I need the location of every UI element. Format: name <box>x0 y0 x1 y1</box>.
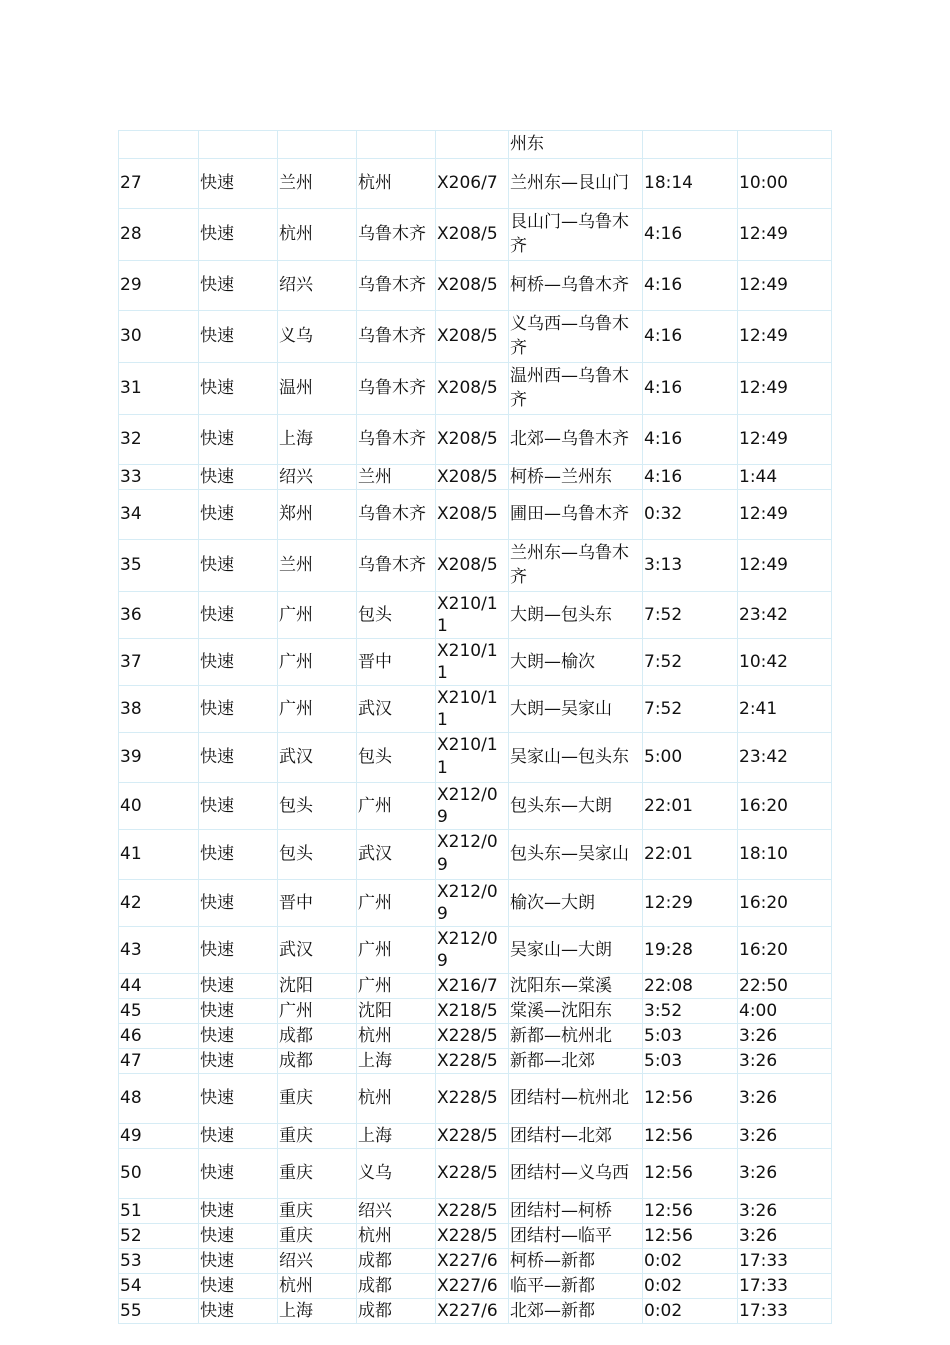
cell-train: X206/7 <box>436 159 509 209</box>
cell-arr: 18:10 <box>738 830 832 880</box>
cell-arr: 1:44 <box>738 465 832 490</box>
cell-from: 重庆 <box>278 1199 357 1224</box>
cell-no: 29 <box>119 261 199 311</box>
cell-type: 快速 <box>199 686 278 733</box>
cell-from: 温州 <box>278 363 357 415</box>
table-row <box>119 830 832 880</box>
cell-no: 44 <box>119 974 199 999</box>
cell-type: 快速 <box>199 159 278 209</box>
cell-dep: 22:01 <box>643 830 738 880</box>
cell-no: 47 <box>119 1049 199 1074</box>
cell-from <box>278 131 357 159</box>
cell-from: 广州 <box>278 639 357 686</box>
cell-dep: 0:02 <box>643 1299 738 1324</box>
cell-route: 州东 <box>509 131 643 159</box>
cell-route: 温州西—乌鲁木齐 <box>509 363 643 415</box>
cell-to: 乌鲁木齐 <box>357 209 436 261</box>
table-row <box>119 880 832 927</box>
cell-type: 快速 <box>199 592 278 639</box>
cell-no: 39 <box>119 733 199 783</box>
cell-from: 兰州 <box>278 540 357 592</box>
cell-arr: 17:33 <box>738 1249 832 1274</box>
cell-no: 48 <box>119 1074 199 1124</box>
cell-dep: 7:52 <box>643 592 738 639</box>
table-row <box>119 927 832 974</box>
table-row <box>119 363 832 415</box>
cell-type: 快速 <box>199 783 278 830</box>
cell-type: 快速 <box>199 733 278 783</box>
cell-to: 杭州 <box>357 159 436 209</box>
cell-to: 乌鲁木齐 <box>357 311 436 363</box>
cell-arr: 10:42 <box>738 639 832 686</box>
cell-dep: 4:16 <box>643 415 738 465</box>
cell-arr: 22:50 <box>738 974 832 999</box>
cell-dep: 4:16 <box>643 465 738 490</box>
cell-dep: 5:03 <box>643 1024 738 1049</box>
cell-to: 义乌 <box>357 1149 436 1199</box>
cell-dep: 5:03 <box>643 1049 738 1074</box>
table-row <box>119 1299 832 1324</box>
cell-route: 义乌西—乌鲁木齐 <box>509 311 643 363</box>
cell-type <box>199 131 278 159</box>
cell-route: 团结村—义乌西 <box>509 1149 643 1199</box>
cell-arr: 3:26 <box>738 1224 832 1249</box>
cell-train: X227/6 <box>436 1274 509 1299</box>
cell-dep: 0:02 <box>643 1249 738 1274</box>
cell-route: 榆次—大朗 <box>509 880 643 927</box>
cell-type: 快速 <box>199 880 278 927</box>
train-schedule-sheet <box>118 130 831 1324</box>
cell-no: 42 <box>119 880 199 927</box>
cell-train: X212/09 <box>436 880 509 927</box>
cell-from: 郑州 <box>278 490 357 540</box>
table-row <box>119 1124 832 1149</box>
cell-to: 包头 <box>357 592 436 639</box>
cell-route: 包头东—吴家山 <box>509 830 643 880</box>
cell-train: X210/11 <box>436 639 509 686</box>
cell-route: 沈阳东—棠溪 <box>509 974 643 999</box>
cell-no: 32 <box>119 415 199 465</box>
cell-train: X208/5 <box>436 363 509 415</box>
cell-type: 快速 <box>199 639 278 686</box>
cell-type: 快速 <box>199 415 278 465</box>
cell-dep: 0:02 <box>643 1274 738 1299</box>
table-row <box>119 490 832 540</box>
cell-train: X210/11 <box>436 686 509 733</box>
cell-train: X212/09 <box>436 830 509 880</box>
cell-to: 广州 <box>357 880 436 927</box>
cell-arr: 2:41 <box>738 686 832 733</box>
cell-dep: 3:13 <box>643 540 738 592</box>
cell-route: 大朗—包头东 <box>509 592 643 639</box>
cell-arr: 12:49 <box>738 415 832 465</box>
cell-route: 圃田—乌鲁木齐 <box>509 490 643 540</box>
cell-train: X208/5 <box>436 261 509 311</box>
cell-no: 52 <box>119 1224 199 1249</box>
cell-type: 快速 <box>199 490 278 540</box>
cell-train: X210/11 <box>436 733 509 783</box>
table-row <box>119 1074 832 1124</box>
table-row <box>119 974 832 999</box>
cell-no: 55 <box>119 1299 199 1324</box>
cell-from: 广州 <box>278 686 357 733</box>
cell-from: 兰州 <box>278 159 357 209</box>
cell-to: 乌鲁木齐 <box>357 261 436 311</box>
cell-type: 快速 <box>199 363 278 415</box>
cell-no: 50 <box>119 1149 199 1199</box>
cell-arr: 10:00 <box>738 159 832 209</box>
cell-from: 成都 <box>278 1049 357 1074</box>
cell-to: 兰州 <box>357 465 436 490</box>
cell-no <box>119 131 199 159</box>
cell-dep: 7:52 <box>643 639 738 686</box>
table-row <box>119 1249 832 1274</box>
cell-no: 51 <box>119 1199 199 1224</box>
cell-type: 快速 <box>199 311 278 363</box>
cell-dep: 4:16 <box>643 261 738 311</box>
cell-type: 快速 <box>199 999 278 1024</box>
cell-route: 新都—北郊 <box>509 1049 643 1074</box>
cell-route: 柯桥—乌鲁木齐 <box>509 261 643 311</box>
cell-to: 武汉 <box>357 686 436 733</box>
cell-type: 快速 <box>199 1024 278 1049</box>
cell-route: 柯桥—兰州东 <box>509 465 643 490</box>
cell-from: 晋中 <box>278 880 357 927</box>
cell-no: 35 <box>119 540 199 592</box>
cell-to <box>357 131 436 159</box>
cell-from: 重庆 <box>278 1074 357 1124</box>
table-row <box>119 540 832 592</box>
table-row <box>119 639 832 686</box>
cell-train: X208/5 <box>436 209 509 261</box>
cell-dep: 4:16 <box>643 311 738 363</box>
cell-type: 快速 <box>199 1249 278 1274</box>
cell-type: 快速 <box>199 927 278 974</box>
cell-arr: 17:33 <box>738 1274 832 1299</box>
cell-train: X208/5 <box>436 540 509 592</box>
cell-no: 49 <box>119 1124 199 1149</box>
cell-no: 41 <box>119 830 199 880</box>
cell-no: 46 <box>119 1024 199 1049</box>
cell-to: 绍兴 <box>357 1199 436 1224</box>
cell-train <box>436 131 509 159</box>
table-row <box>119 465 832 490</box>
cell-dep: 18:14 <box>643 159 738 209</box>
cell-arr: 12:49 <box>738 209 832 261</box>
cell-route: 北郊—乌鲁木齐 <box>509 415 643 465</box>
table-row <box>119 1149 832 1199</box>
cell-to: 杭州 <box>357 1074 436 1124</box>
cell-arr: 12:49 <box>738 311 832 363</box>
cell-from: 包头 <box>278 783 357 830</box>
cell-no: 45 <box>119 999 199 1024</box>
cell-arr: 3:26 <box>738 1074 832 1124</box>
cell-no: 40 <box>119 783 199 830</box>
cell-route: 吴家山—包头东 <box>509 733 643 783</box>
cell-route: 柯桥—新都 <box>509 1249 643 1274</box>
cell-no: 30 <box>119 311 199 363</box>
cell-to: 广州 <box>357 783 436 830</box>
cell-train: X208/5 <box>436 415 509 465</box>
cell-from: 上海 <box>278 1299 357 1324</box>
cell-arr: 23:42 <box>738 733 832 783</box>
table-row <box>119 1049 832 1074</box>
table-row <box>119 159 832 209</box>
cell-train: X208/5 <box>436 311 509 363</box>
cell-to: 乌鲁木齐 <box>357 540 436 592</box>
cell-train: X208/5 <box>436 465 509 490</box>
cell-dep: 0:32 <box>643 490 738 540</box>
cell-dep: 12:56 <box>643 1149 738 1199</box>
cell-train: X227/6 <box>436 1299 509 1324</box>
table-row <box>119 311 832 363</box>
table-row <box>119 783 832 830</box>
cell-to: 上海 <box>357 1124 436 1149</box>
cell-no: 33 <box>119 465 199 490</box>
cell-route: 艮山门—乌鲁木齐 <box>509 209 643 261</box>
cell-to: 杭州 <box>357 1224 436 1249</box>
cell-arr: 3:26 <box>738 1024 832 1049</box>
cell-no: 43 <box>119 927 199 974</box>
cell-to: 乌鲁木齐 <box>357 415 436 465</box>
cell-no: 37 <box>119 639 199 686</box>
cell-from: 包头 <box>278 830 357 880</box>
cell-type: 快速 <box>199 1124 278 1149</box>
cell-type: 快速 <box>199 830 278 880</box>
cell-arr: 12:49 <box>738 363 832 415</box>
cell-no: 53 <box>119 1249 199 1274</box>
cell-route: 团结村—临平 <box>509 1224 643 1249</box>
cell-type: 快速 <box>199 1224 278 1249</box>
table-row-continuation <box>119 131 832 159</box>
cell-arr: 16:20 <box>738 927 832 974</box>
cell-route: 兰州东—艮山门 <box>509 159 643 209</box>
cell-from: 成都 <box>278 1024 357 1049</box>
cell-from: 武汉 <box>278 927 357 974</box>
cell-arr: 3:26 <box>738 1124 832 1149</box>
cell-to: 武汉 <box>357 830 436 880</box>
cell-arr: 12:49 <box>738 490 832 540</box>
cell-from: 杭州 <box>278 209 357 261</box>
cell-from: 重庆 <box>278 1224 357 1249</box>
cell-dep: 12:56 <box>643 1124 738 1149</box>
cell-from: 重庆 <box>278 1124 357 1149</box>
cell-type: 快速 <box>199 1074 278 1124</box>
cell-train: X208/5 <box>436 490 509 540</box>
cell-train: X216/7 <box>436 974 509 999</box>
cell-arr: 23:42 <box>738 592 832 639</box>
cell-route: 北郊—新都 <box>509 1299 643 1324</box>
cell-dep: 22:01 <box>643 783 738 830</box>
cell-to: 广州 <box>357 927 436 974</box>
cell-route: 棠溪—沈阳东 <box>509 999 643 1024</box>
cell-from: 上海 <box>278 415 357 465</box>
cell-no: 34 <box>119 490 199 540</box>
table-row <box>119 1224 832 1249</box>
train-schedule-table <box>118 130 832 1324</box>
cell-type: 快速 <box>199 540 278 592</box>
cell-arr: 16:20 <box>738 783 832 830</box>
cell-dep: 3:52 <box>643 999 738 1024</box>
cell-no: 38 <box>119 686 199 733</box>
cell-arr <box>738 131 832 159</box>
cell-train: X228/5 <box>436 1224 509 1249</box>
cell-to: 成都 <box>357 1274 436 1299</box>
cell-no: 31 <box>119 363 199 415</box>
cell-dep: 4:16 <box>643 209 738 261</box>
cell-dep: 5:00 <box>643 733 738 783</box>
table-row <box>119 209 832 261</box>
cell-route: 吴家山—大朗 <box>509 927 643 974</box>
cell-from: 杭州 <box>278 1274 357 1299</box>
cell-arr: 12:49 <box>738 261 832 311</box>
cell-dep <box>643 131 738 159</box>
cell-type: 快速 <box>199 1149 278 1199</box>
cell-route: 团结村—柯桥 <box>509 1199 643 1224</box>
cell-train: X228/5 <box>436 1199 509 1224</box>
cell-arr: 3:26 <box>738 1199 832 1224</box>
cell-train: X210/11 <box>436 592 509 639</box>
table-row <box>119 1199 832 1224</box>
cell-type: 快速 <box>199 1199 278 1224</box>
cell-to: 晋中 <box>357 639 436 686</box>
cell-no: 28 <box>119 209 199 261</box>
cell-dep: 4:16 <box>643 363 738 415</box>
cell-route: 大朗—榆次 <box>509 639 643 686</box>
cell-to: 乌鲁木齐 <box>357 490 436 540</box>
cell-type: 快速 <box>199 465 278 490</box>
table-row <box>119 733 832 783</box>
cell-to: 包头 <box>357 733 436 783</box>
cell-train: X227/6 <box>436 1249 509 1274</box>
cell-route: 大朗—吴家山 <box>509 686 643 733</box>
cell-to: 乌鲁木齐 <box>357 363 436 415</box>
cell-route: 兰州东—乌鲁木齐 <box>509 540 643 592</box>
cell-train: X228/5 <box>436 1074 509 1124</box>
cell-type: 快速 <box>199 974 278 999</box>
table-row <box>119 1274 832 1299</box>
cell-dep: 12:29 <box>643 880 738 927</box>
cell-type: 快速 <box>199 261 278 311</box>
cell-train: X228/5 <box>436 1049 509 1074</box>
cell-train: X228/5 <box>436 1024 509 1049</box>
cell-route: 包头东—大朗 <box>509 783 643 830</box>
table-row <box>119 592 832 639</box>
table-row <box>119 999 832 1024</box>
cell-from: 绍兴 <box>278 261 357 311</box>
cell-to: 成都 <box>357 1249 436 1274</box>
cell-from: 重庆 <box>278 1149 357 1199</box>
cell-type: 快速 <box>199 209 278 261</box>
cell-type: 快速 <box>199 1274 278 1299</box>
cell-arr: 4:00 <box>738 999 832 1024</box>
cell-train: X218/5 <box>436 999 509 1024</box>
table-row <box>119 415 832 465</box>
table-row <box>119 261 832 311</box>
cell-arr: 3:26 <box>738 1049 832 1074</box>
cell-from: 绍兴 <box>278 1249 357 1274</box>
cell-train: X212/09 <box>436 783 509 830</box>
cell-arr: 17:33 <box>738 1299 832 1324</box>
cell-dep: 22:08 <box>643 974 738 999</box>
table-row <box>119 1024 832 1049</box>
cell-from: 沈阳 <box>278 974 357 999</box>
cell-to: 沈阳 <box>357 999 436 1024</box>
cell-no: 54 <box>119 1274 199 1299</box>
table-body <box>119 131 832 1324</box>
cell-dep: 12:56 <box>643 1224 738 1249</box>
cell-dep: 12:56 <box>643 1074 738 1124</box>
cell-arr: 3:26 <box>738 1149 832 1199</box>
cell-no: 36 <box>119 592 199 639</box>
cell-from: 广州 <box>278 592 357 639</box>
cell-type: 快速 <box>199 1299 278 1324</box>
cell-train: X228/5 <box>436 1149 509 1199</box>
cell-no: 27 <box>119 159 199 209</box>
cell-dep: 12:56 <box>643 1199 738 1224</box>
table-row <box>119 686 832 733</box>
cell-from: 广州 <box>278 999 357 1024</box>
cell-type: 快速 <box>199 1049 278 1074</box>
cell-dep: 7:52 <box>643 686 738 733</box>
cell-route: 新都—杭州北 <box>509 1024 643 1049</box>
cell-from: 义乌 <box>278 311 357 363</box>
cell-train: X212/09 <box>436 927 509 974</box>
cell-to: 上海 <box>357 1049 436 1074</box>
cell-train: X228/5 <box>436 1124 509 1149</box>
cell-from: 武汉 <box>278 733 357 783</box>
cell-route: 临平—新都 <box>509 1274 643 1299</box>
cell-arr: 12:49 <box>738 540 832 592</box>
cell-to: 广州 <box>357 974 436 999</box>
cell-arr: 16:20 <box>738 880 832 927</box>
cell-to: 杭州 <box>357 1024 436 1049</box>
cell-to: 成都 <box>357 1299 436 1324</box>
cell-route: 团结村—杭州北 <box>509 1074 643 1124</box>
cell-route: 团结村—北郊 <box>509 1124 643 1149</box>
cell-from: 绍兴 <box>278 465 357 490</box>
cell-dep: 19:28 <box>643 927 738 974</box>
